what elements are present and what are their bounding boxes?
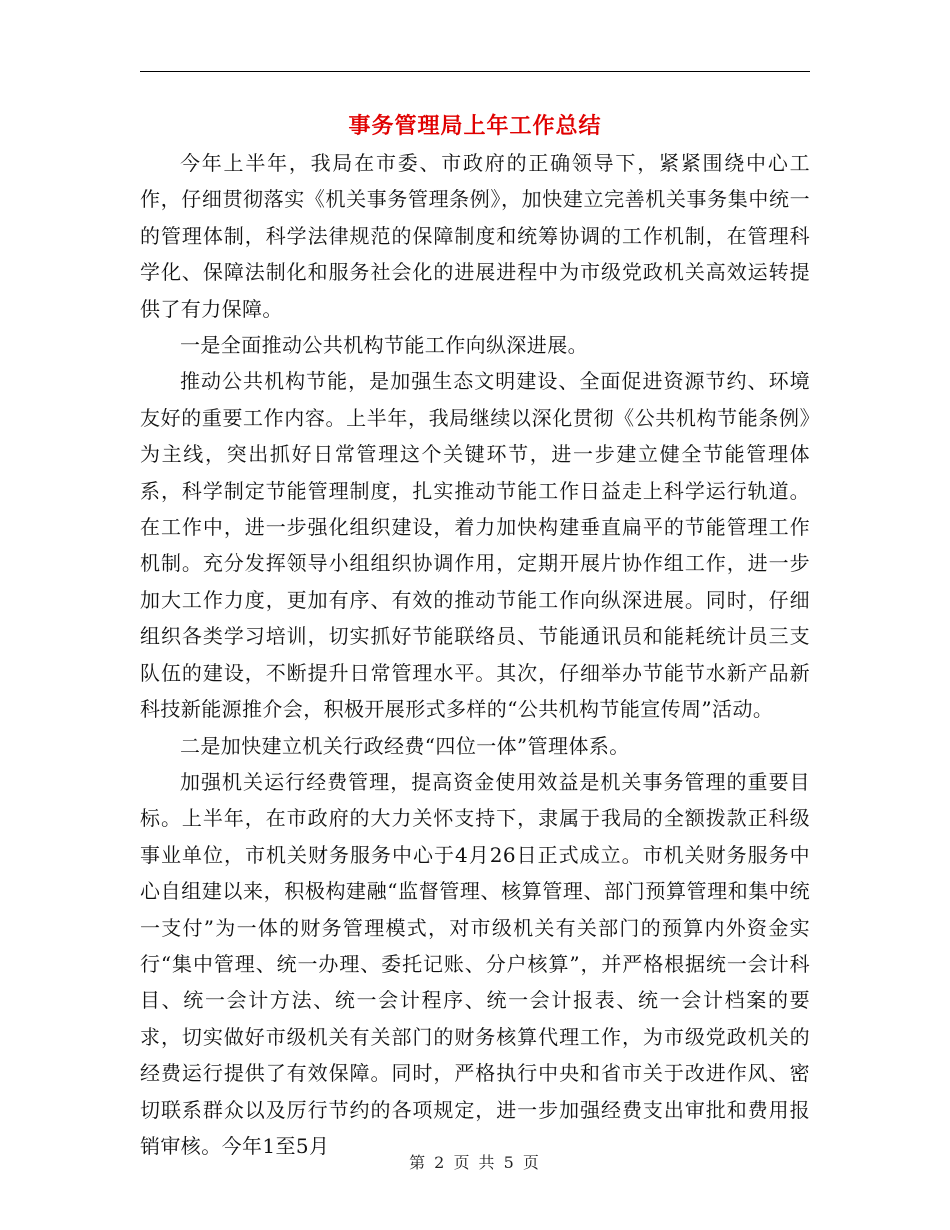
header-rule [140, 71, 810, 72]
section-heading-funding: 二是加快建立机关行政经费“四位一体”管理体系。 [180, 733, 630, 758]
document-body [140, 145, 810, 1164]
paragraph-funding: 加强机关运行经费管理，提高资金使用效益是机关事务管理的重要目标。上半年，在市政府的大力关怀支持下，隶属于我局的全额拨款正科级事业单位，市机关财务服务中心于4月26日正式成立。市机关财务服务中心自组建以来，积极构建融“监督管理、核算管理、部门预算管理和集中统一支付”为一体的财务管理模式，对市级机关有关部门的预算内外资金实行“集中管理、统一办理、委托记账、分户核算”，并严格根据统一会计科目、统一会计方法、统一会计程序、统一会计报表、统一会计档案的要求，切实做好市级机关有关部门的财务核算代理工作，为市级党政机关的经费运行提供了有效保障。同时，严格执行中央和省市关于改进作风、密切联系群众以及厉行节约的各项规定，进一步加强经费支出审批和费用报销审核。今年1至5月 [140, 769, 810, 1158]
document-title: 事务管理局上年工作总结 [348, 113, 602, 139]
page-number-footer: 第 2 页 共 5 页 [409, 1153, 541, 1172]
paragraph-energy: 推动公共机构节能，是加强生态文明建设、全面促进资源节约、环境友好的重要工作内容。上半年，我局继续以深化贯彻《公共机构节能条例》为主线，突出抓好日常管理这个关键环节，进一步建立健全节能管理体系，科学制定节能管理制度，扎实推动节能工作日益走上科学运行轨道。在工作中，进一步强化组织建设，着力加快构建垂直扁平的节能管理工作机制。充分发挥领导小组组织协调作用，定期开展片协作组工作，进一步加大工作力度，更加有序、有效的推动节能工作向纵深进展。同时，仔细组织各类学习培训，切实抓好节能联络员、节能通讯员和能耗统计员三支队伍的建设，不断提升日常管理水平。其次，仔细举办节能节水新产品新科技新能源推介会，积极开展形式多样的“公共机构节能宣传周”活动。 [140, 369, 810, 722]
paragraph-intro: 今年上半年，我局在市委、市政府的正确领导下，紧紧围绕中心工作，仔细贯彻落实《机关事务管理条例》，加快建立完善机关事务集中统一的管理体制，科学法律规范的保障制度和统筹协调的工作机制，在管理科学化、保障法制化和服务社会化的进展进程中为市级党政机关高效运转提供了有力保障。 [140, 151, 810, 321]
section-heading-energy: 一是全面推动公共机构节能工作向纵深进展。 [180, 333, 588, 358]
